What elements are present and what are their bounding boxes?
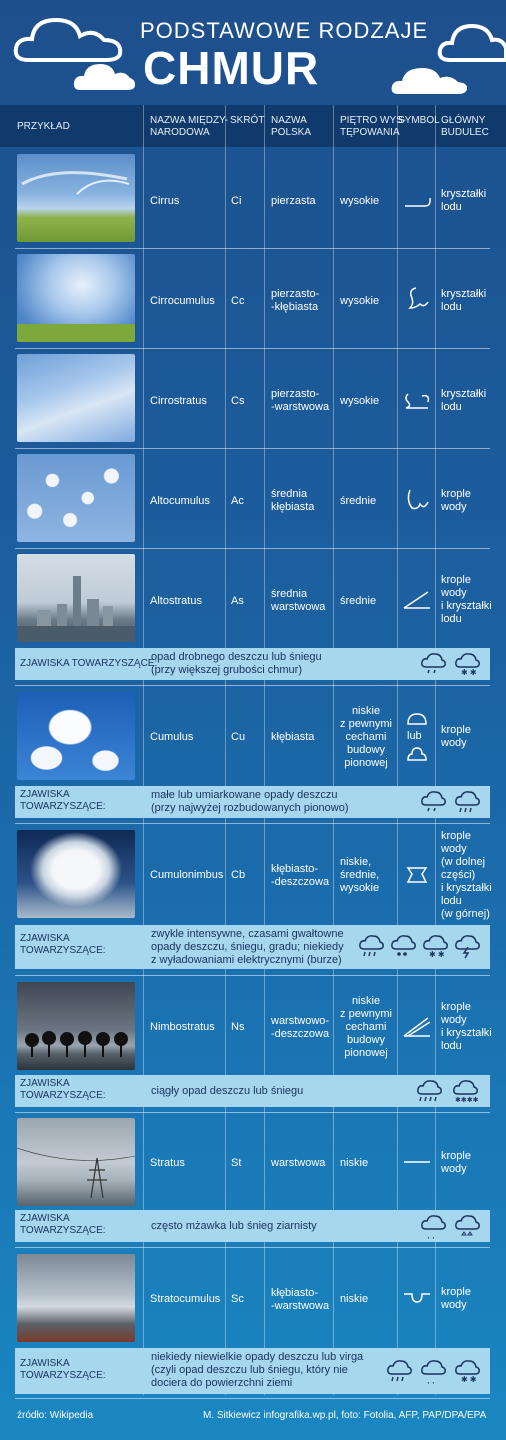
row-divider [15,448,490,449]
table-row [0,1116,506,1208]
nimbostratus-symbol-icon [402,1014,432,1040]
cloud-polish-name: kłębiasta [271,731,315,743]
cloud-abbr: Ns [231,1021,245,1033]
cloud-polish-name: kłębiasto- -deszczowa [271,863,330,888]
storm-cloud-icon [454,933,480,959]
cirrostratus-symbol-icon [402,388,432,412]
cloud-altitude: wysokie [340,195,380,207]
altostratus-symbol-icon [402,588,432,612]
cloud-name: Altocumulus [150,495,210,507]
heavy-rain-cloud-icon [454,789,480,815]
snow-cloud-icon [422,933,448,959]
cloud-material: krople wody (w dolnej części) i kryształki lodu (w górnej) [441,830,492,920]
table-row [0,980,506,1075]
cloud-altitude: niskie z pewnymi cechami budowy pionowej [340,995,392,1059]
phenomena-box [15,1075,490,1107]
header-polish-name: NAZWA POLSKA [271,115,312,138]
cloud-abbr: Ac [231,495,244,507]
decorative-cloud-icon [72,60,138,94]
header-abbr: SKRÓT [230,115,265,126]
cloud-abbr: As [231,595,244,607]
cloud-altitude: średnie [340,595,377,607]
cloud-photo-cirrocumulus [17,254,135,342]
header-symbol: SYMBOL [398,115,440,126]
cloud-abbr: Cu [231,731,246,743]
svg-text:, ,: , , [427,1230,435,1239]
phenomena-box [15,1210,490,1242]
snow-cloud-icon [454,1358,480,1384]
cloud-photo-stratocumulus [17,1254,135,1342]
row-divider [15,975,490,976]
cloud-name: Cirrostratus [150,395,207,407]
cloud-polish-name: warstwowa [271,1157,326,1169]
cloud-material: krople wody [441,724,471,749]
page-title: CHMUR [143,42,320,94]
cloud-photo-stratus [17,1118,135,1206]
phenomena-box [15,1348,490,1394]
phenomena-text: często mżawka lub śnieg ziarnisty [151,1220,317,1232]
footer-credits: M. Sitkiewicz infografika.wp.pl, foto: Fotolia, AFP, PAP/DPA/EPA [203,1410,487,1421]
drizzle-cloud-icon [420,1358,446,1384]
cloud-material: kryształki lodu [441,288,487,313]
phenomena-label: ZJAWISKA TOWARZYSZĄCE: [20,1213,106,1236]
cloud-polish-name: warstwowo- -deszczowa [271,1015,330,1040]
cloud-name: Cirrus [150,195,180,207]
cloud-name: Stratus [150,1157,185,1169]
table-row [0,452,506,547]
svg-text:, ,: , , [427,1375,435,1384]
svg-text:✱ ✱: ✱ ✱ [429,950,445,959]
page-title-line1: PODSTAWOWE RODZAJE [140,18,429,43]
snow-grains-cloud-icon [454,1213,480,1239]
cumulus-alt-symbol-icon [406,746,428,762]
row-divider [15,1247,490,1248]
cloud-abbr: Cs [231,395,245,407]
heavy-rain-cloud-icon [358,933,384,959]
table-header [0,105,506,147]
phenomena-label: ZJAWISKA TOWARZYSZĄCE: [20,789,106,812]
cloud-name: Cirrocumulus [150,295,215,307]
cloud-abbr: Ci [231,195,242,207]
cloud-material: krople wody [441,488,471,513]
row-divider [15,248,490,249]
footer-source: źródło: Wikipedia [17,1410,94,1421]
cloud-altitude: niskie [340,1293,369,1305]
cloud-polish-name: pierzasto- -kłębiasta [271,288,320,313]
cloud-polish-name: kłębiasto- -warstwowa [271,1287,330,1312]
cloud-altitude: wysokie [340,395,380,407]
row-divider [15,823,490,824]
svg-text:✱ ✱: ✱ ✱ [461,668,477,677]
cloud-name: Cumulus [150,731,194,743]
snow-cloud-icon [454,651,480,677]
table-row [0,252,506,347]
continuous-rain-cloud-icon [416,1078,444,1104]
drizzle-cloud-icon [420,1213,446,1239]
table-row [0,690,506,785]
cloud-polish-name: pierzasta [271,195,316,207]
cloud-photo-altocumulus [17,454,135,542]
cloud-altitude: niskie z pewnymi cechami budowy pionowej [340,705,392,769]
cloud-abbr: Cb [231,869,246,881]
cirrus-symbol-icon [403,190,433,210]
cloud-abbr: St [231,1157,242,1169]
phenomena-text: ciągły opad deszczu lub śniegu [151,1085,304,1097]
cloud-altitude: niskie [340,1157,369,1169]
header-material: GŁÓWNY BUDULEC [441,115,489,138]
cloud-abbr: Sc [231,1293,244,1305]
phenomena-box [15,648,490,680]
phenomena-text: zwykle intensywne, czasami gwałtowne opady deszczu, śniegu, gradu; niekiedy z wyładowaniami elektrycznymi (burze) [151,928,344,966]
row-divider [15,548,490,549]
altocumulus-symbol-icon [404,486,430,512]
table-row [0,152,506,247]
cloud-photo-cumulus [17,692,135,780]
cumulonimbus-symbol-icon [404,866,430,884]
cloud-polish-name: średnia warstwowa [271,588,326,613]
cloud-name: Altostratus [150,595,202,607]
cumulus-symbol-icon [406,712,428,726]
row-divider [15,1398,490,1399]
table-row [0,828,506,923]
decorative-cloud-icon [10,8,130,66]
cloud-photo-altostratus [17,554,135,642]
phenomena-label: ZJAWISKA TOWARZYSZĄCE: [20,933,106,956]
rain-cloud-icon [420,651,446,677]
cloud-photo-cirrostratus [17,354,135,442]
table-row [0,552,506,647]
phenomena-label: ZJAWISKA TOWARZYSZĄCE: [20,1078,106,1101]
cloud-photo-cirrus [17,154,135,242]
cloud-material: krople wody i kryształki lodu [441,1001,492,1052]
heavy-rain-cloud-icon [386,1358,412,1384]
cloud-altitude: średnie [340,495,377,507]
phenomena-label: ZJAWISKA TOWARZYSZĄCE: [20,1358,106,1381]
row-divider [15,685,490,686]
stratus-symbol-icon [402,1156,432,1166]
svg-text:✱✱✱✱: ✱✱✱✱ [455,1097,479,1104]
decorative-cloud-icon [436,20,506,64]
cloud-polish-name: pierzasto- -warstwowa [271,388,330,413]
cloud-altitude: niskie, średnie, wysokie [340,856,380,894]
cirrocumulus-symbol-icon [404,284,430,312]
hail-cloud-icon [390,933,416,959]
header-intl-name: NAZWA MIĘDZY- NARODOWA [150,115,229,138]
cloud-photo-nimbostratus [17,982,135,1070]
stratocumulus-symbol-icon [402,1290,432,1304]
phenomena-label: ZJAWISKA TOWARZYSZĄCE: [20,658,158,669]
phenomena-text: opad drobnego deszczu lub śniegu (przy większej grubości chmur) [151,651,322,676]
header-example: PRZYKŁAD [17,121,70,132]
symbol-or-label: lub [407,730,422,742]
rain-cloud-icon [420,789,446,815]
cloud-name: Cumulonimbus [150,869,224,881]
header-altitude: PIĘTRO WYS- TĘPOWANIA [340,115,407,138]
continuous-snow-cloud-icon [452,1078,480,1104]
cloud-material: krople wody i kryształki lodu [441,574,492,625]
table-row [0,1252,506,1347]
phenomena-box [15,925,490,969]
phenomena-text: niekiedy niewielkie opady deszczu lub virga (czyli opad deszczu lub śniegu, który nie dociera do powierzchni ziemi [151,1351,364,1389]
phenomena-box [15,786,490,818]
cloud-photo-cumulonimbus [17,830,135,918]
row-divider [15,1112,490,1113]
table-row [0,352,506,447]
row-divider [15,348,490,349]
phenomena-text: małe lub umiarkowane opady deszczu (przy najwyżej rozbudowanych pionowo) [151,789,349,814]
cloud-material: krople wody [441,1150,471,1175]
cloud-name: Stratocumulus [150,1293,221,1305]
cloud-polish-name: średnia kłębiasta [271,488,315,513]
svg-text:✱ ✱: ✱ ✱ [461,1375,477,1384]
cloud-abbr: Cc [231,295,245,307]
cloud-material: krople wody [441,1286,471,1311]
cloud-altitude: wysokie [340,295,380,307]
cloud-material: kryształki lodu [441,188,487,213]
cloud-name: Nimbostratus [150,1021,215,1033]
cloud-material: kryształki lodu [441,388,487,413]
